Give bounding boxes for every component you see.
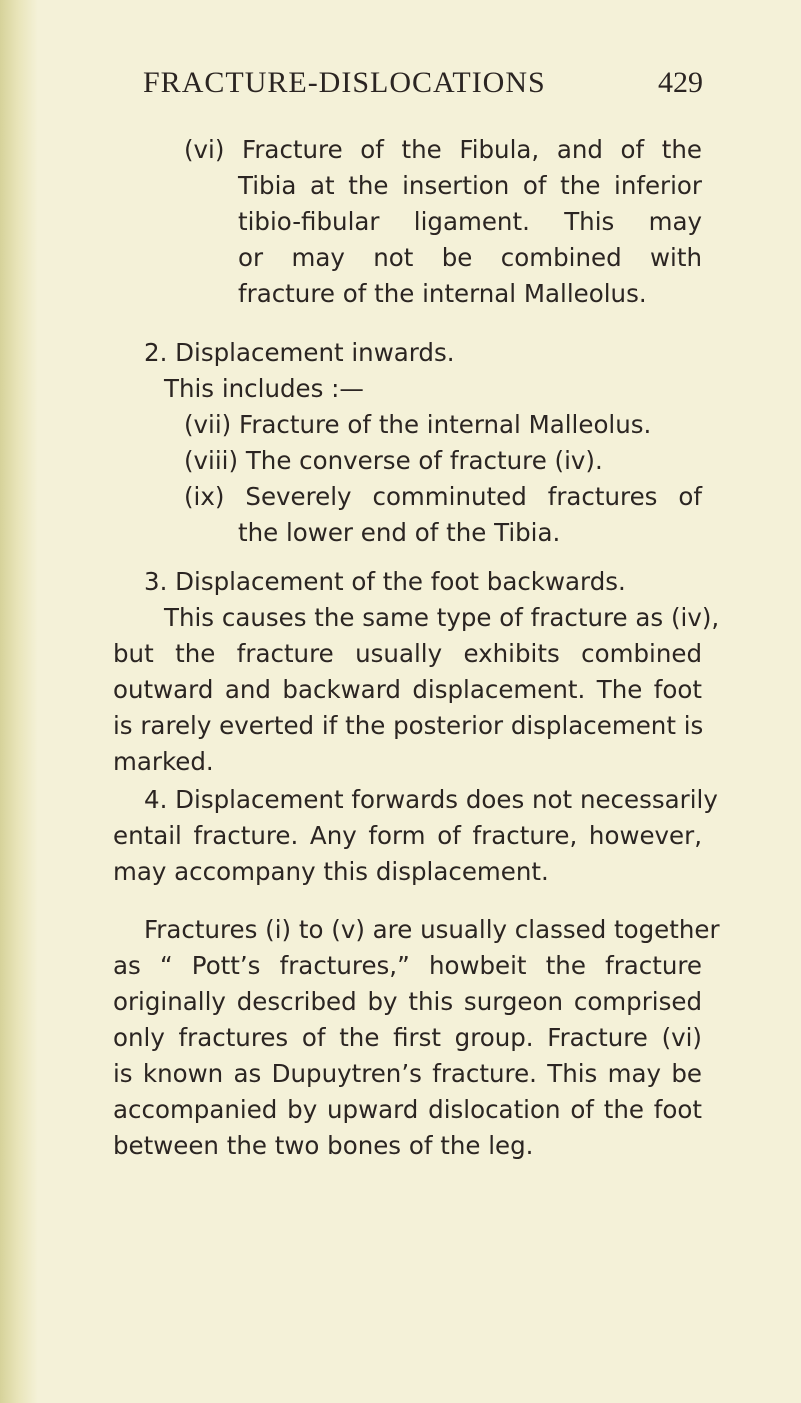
section-heading: 3. Displacement of the foot backwards. <box>144 567 626 596</box>
section-heading: 2. Displacement inwards. <box>144 338 455 367</box>
text-line: is rarely everted if the posterior displacement is <box>113 711 704 740</box>
text-line: is known as Dupuytren’s fracture. This may be <box>113 1059 702 1088</box>
text-line: between the two bones of the leg. <box>113 1131 534 1160</box>
page-header <box>143 66 703 110</box>
text-line: may accompany this displacement. <box>113 857 549 886</box>
text-line: Fractures (i) to (v) are usually classed together <box>144 915 720 944</box>
text-line: originally described by this surgeon comprised <box>113 987 702 1016</box>
text-line: outward and backward displacement. The foot <box>113 675 702 704</box>
text-line: Tibia at the insertion of the inferior <box>238 171 702 200</box>
text-line: (vi) Fracture of the Fibula, and of the <box>184 135 702 164</box>
text-line: tibio-fibular ligament. This may <box>238 207 702 236</box>
text-line: the lower end of the Tibia. <box>238 518 561 547</box>
text-line: entail fracture. Any form of fracture, however, <box>113 821 702 850</box>
text-line: as “ Pott’s fractures,” howbeit the fracture <box>113 951 702 980</box>
text-line: fracture of the internal Malleolus. <box>238 279 647 308</box>
text-line: or may not be combined with <box>238 243 702 272</box>
text-line: (ix) Severely comminuted fractures of <box>184 482 702 511</box>
text-line: This causes the same type of fracture as (iv), <box>164 603 720 632</box>
page-number: 429 <box>658 66 703 99</box>
text-line: accompanied by upward dislocation of the foot <box>113 1095 702 1124</box>
text-line: marked. <box>113 747 214 776</box>
text-line: This includes :— <box>164 374 364 403</box>
text-line: (viii) The converse of fracture (iv). <box>184 446 603 475</box>
text-line: 4. Displacement forwards does not necessarily <box>144 785 718 814</box>
text-line: only fractures of the first group. Fracture (vi) <box>113 1023 702 1052</box>
text-line: (vii) Fracture of the internal Malleolus. <box>184 410 652 439</box>
text-line: but the fracture usually exhibits combined <box>113 639 702 668</box>
running-title: FRACTURE-DISLOCATIONS <box>143 66 546 99</box>
